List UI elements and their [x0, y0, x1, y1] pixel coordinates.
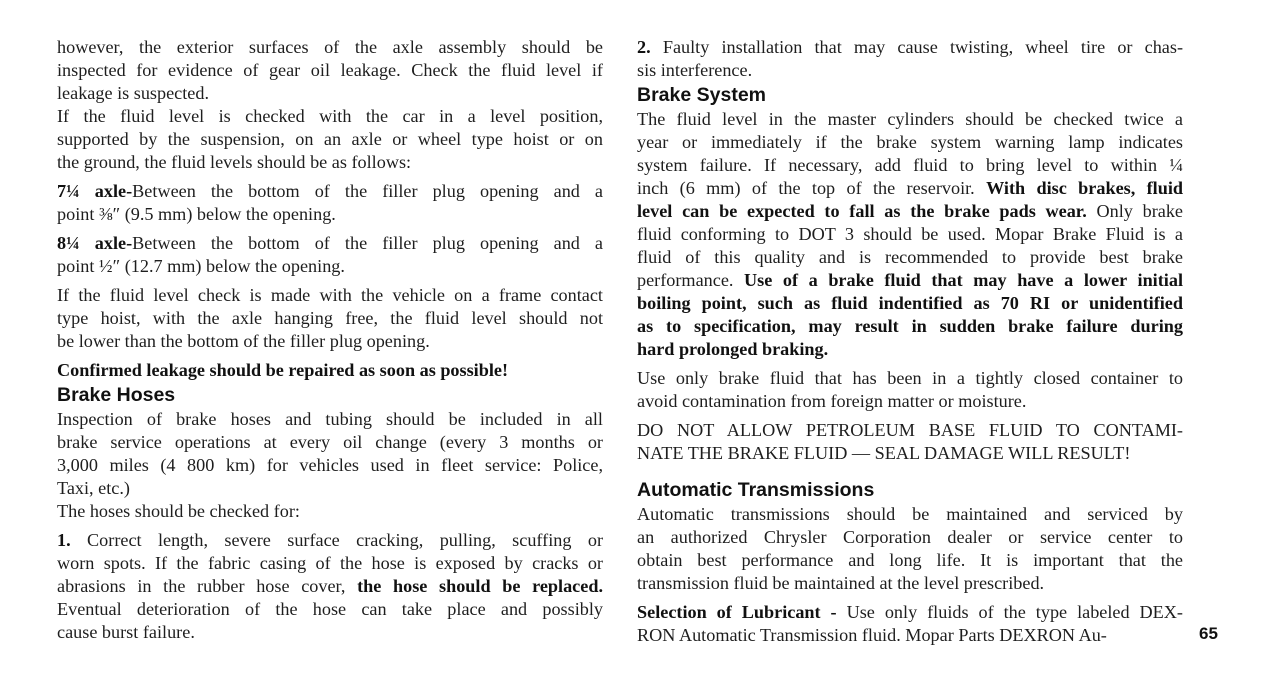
body-text: performance.	[637, 270, 745, 290]
text-line	[57, 36, 603, 59]
body-text: abrasions in the rubber hose cover,	[57, 576, 358, 596]
text-line	[57, 284, 603, 307]
body-text: year or immediately if the brake system warning lamp indicates	[637, 132, 1183, 152]
text-line	[637, 200, 1183, 223]
text-line	[57, 59, 603, 82]
body-text: If the fluid level check is made with the vehicle on a frame contact	[57, 285, 603, 305]
bold-text: 2.	[637, 37, 663, 57]
text-line	[57, 307, 603, 330]
body-text: Faulty installation that may cause twisting, wheel tire or chas-	[662, 37, 1184, 57]
bold-text: the hose should be replaced.	[357, 576, 603, 596]
body-text: Inspection of brake hoses and tubing should be included in all	[57, 409, 603, 429]
section-heading: Brake Hoses	[57, 384, 176, 406]
text-line	[57, 330, 603, 353]
body-text: Taxi, etc.)	[57, 478, 130, 498]
section-heading: Automatic Transmissions	[637, 479, 875, 501]
body-text: point ½″ (12.7 mm) below the opening.	[57, 256, 345, 276]
text-line	[57, 408, 603, 431]
body-text: 3,000 miles (4 800 km) for vehicles used in fleet service: Police,	[57, 455, 603, 475]
text-line	[57, 82, 603, 105]
body-text: however, the exterior surfaces of the axle assembly should be	[57, 37, 603, 57]
text-line	[57, 575, 603, 598]
text-line	[57, 255, 603, 278]
paragraph	[637, 108, 1183, 361]
body-text: Correct length, severe surface cracking, pulling, scuffing or	[87, 530, 603, 550]
body-text: point ⅜″ (9.5 mm) below the opening.	[57, 204, 336, 224]
text-line	[637, 624, 1183, 647]
body-text: cause burst failure.	[57, 622, 195, 642]
text-line	[637, 601, 1183, 624]
section-heading: Brake System	[637, 84, 766, 106]
paragraph	[57, 232, 603, 278]
paragraph	[637, 367, 1183, 413]
text-line	[637, 292, 1183, 315]
paragraph	[57, 36, 603, 105]
paragraph	[57, 180, 603, 226]
text-line	[57, 151, 603, 174]
text-line	[57, 500, 603, 523]
paragraph	[637, 601, 1183, 647]
body-text: Only brake	[1086, 201, 1183, 221]
body-text: fluid conforming to DOT 3 should be used. Mopar Brake Fluid is a	[637, 224, 1183, 244]
paragraph	[57, 105, 603, 174]
text-line	[57, 105, 603, 128]
page-number: 65	[1199, 624, 1218, 643]
text-line	[637, 59, 1183, 82]
text-line	[57, 598, 603, 621]
body-text: transmission fluid be maintained at the level prescribed.	[637, 573, 1045, 593]
bold-text: 1.	[57, 530, 88, 550]
paragraph	[57, 408, 603, 500]
body-text: Between the bottom of the filler plug opening and a	[132, 233, 604, 253]
body-text: inspected for evidence of gear oil leakage. Check the fluid level if	[57, 60, 603, 80]
paragraph	[57, 359, 603, 382]
text-line	[637, 36, 1183, 59]
text-line	[637, 390, 1183, 413]
bold-text: level can be expected to fall as the brake pads wear.	[637, 201, 1087, 221]
text-line	[637, 108, 1183, 131]
body-text: be lower than the bottom of the filler plug opening.	[57, 331, 430, 351]
bold-text: boiling point, such as fluid indentified as 70 RI or unidentified	[637, 293, 1183, 313]
bold-text: as to specification, may result in sudden brake failure during	[637, 316, 1183, 336]
body-text: inch (6 mm) of the top of the reservoir.	[637, 178, 987, 198]
body-text: The fluid level in the master cylinders should be checked twice a	[637, 109, 1183, 129]
text-line	[637, 223, 1183, 246]
text-line	[57, 621, 603, 644]
paragraph	[57, 284, 603, 353]
body-text: Use only brake fluid that has been in a tightly closed container to	[637, 368, 1183, 388]
bold-text: hard prolonged braking.	[637, 339, 829, 359]
body-text: avoid contamination from foreign matter or moisture.	[637, 391, 1027, 411]
body-text: Eventual deterioration of the hose can take place and possibly	[57, 599, 603, 619]
text-line	[637, 442, 1183, 465]
text-line	[57, 232, 603, 255]
text-line	[637, 131, 1183, 154]
body-text: DO NOT ALLOW PETROLEUM BASE FLUID TO CONTAMI-	[637, 420, 1183, 440]
text-line	[637, 315, 1183, 338]
body-text: brake service operations at every oil change (every 3 months or	[57, 432, 603, 452]
body-text: Automatic transmissions should be maintained and serviced by	[637, 504, 1183, 524]
body-text: an authorized Chrysler Corporation dealer or service center to	[637, 527, 1183, 547]
bold-text: Use of a brake fluid that may have a lower initial	[744, 270, 1183, 290]
text-line	[637, 154, 1183, 177]
body-text: sis interference.	[637, 60, 753, 80]
body-text: fluid of this quality and is recommended to provide best brake	[637, 247, 1183, 267]
body-text: supported by the suspension, on an axle or wheel type hoist or on	[57, 129, 603, 149]
text-line	[637, 367, 1183, 390]
bold-text: With disc brakes, fluid	[986, 178, 1183, 198]
paragraph	[637, 419, 1183, 465]
text-line	[637, 338, 1183, 361]
text-line	[637, 419, 1183, 442]
text-line	[57, 477, 603, 500]
paragraph	[57, 529, 603, 644]
body-text: If the fluid level is checked with the car in a level position,	[57, 106, 603, 126]
text-line	[637, 246, 1183, 269]
left-column	[57, 36, 603, 644]
text-line	[57, 128, 603, 151]
text-line	[57, 552, 603, 575]
body-text: obtain best performance and long life. It is important that the	[637, 550, 1183, 570]
body-text: type hoist, with the axle hanging free, the fluid level should not	[57, 308, 603, 328]
body-text: RON Automatic Transmission fluid. Mopar Parts DEXRON Au-	[637, 625, 1107, 645]
text-line	[57, 203, 603, 226]
body-text: Between the bottom of the filler plug opening and a	[132, 181, 604, 201]
text-line	[57, 180, 603, 203]
text-line	[637, 177, 1183, 200]
text-line	[57, 454, 603, 477]
bold-text: 8¼ axle-	[57, 233, 133, 253]
body-text: The hoses should be checked for:	[57, 501, 300, 521]
body-text: worn spots. If the fabric casing of the hose is exposed by cracks or	[57, 553, 603, 573]
body-text: leakage is suspected.	[57, 83, 210, 103]
bold-text: Selection of Lubricant -	[637, 602, 847, 622]
text-line	[637, 549, 1183, 572]
body-text: Use only fluids of the type labeled DEX-	[846, 602, 1183, 622]
text-line	[637, 503, 1183, 526]
text-line	[637, 526, 1183, 549]
paragraph	[57, 500, 603, 523]
text-line	[57, 359, 603, 382]
text-line	[57, 529, 603, 552]
body-text: the ground, the fluid levels should be as follows:	[57, 152, 412, 172]
text-line	[637, 269, 1183, 292]
paragraph	[637, 36, 1183, 82]
body-text: system failure. If necessary, add fluid to bring level to within ¼	[637, 155, 1183, 175]
text-line	[57, 431, 603, 454]
bold-text: 7¼ axle-	[57, 181, 133, 201]
body-text: NATE THE BRAKE FLUID — SEAL DAMAGE WILL RESULT!	[637, 443, 1131, 463]
text-line	[637, 572, 1183, 595]
bold-text: Confirmed leakage should be repaired as soon as possible!	[57, 360, 509, 380]
right-column	[637, 36, 1183, 647]
paragraph	[637, 503, 1183, 595]
